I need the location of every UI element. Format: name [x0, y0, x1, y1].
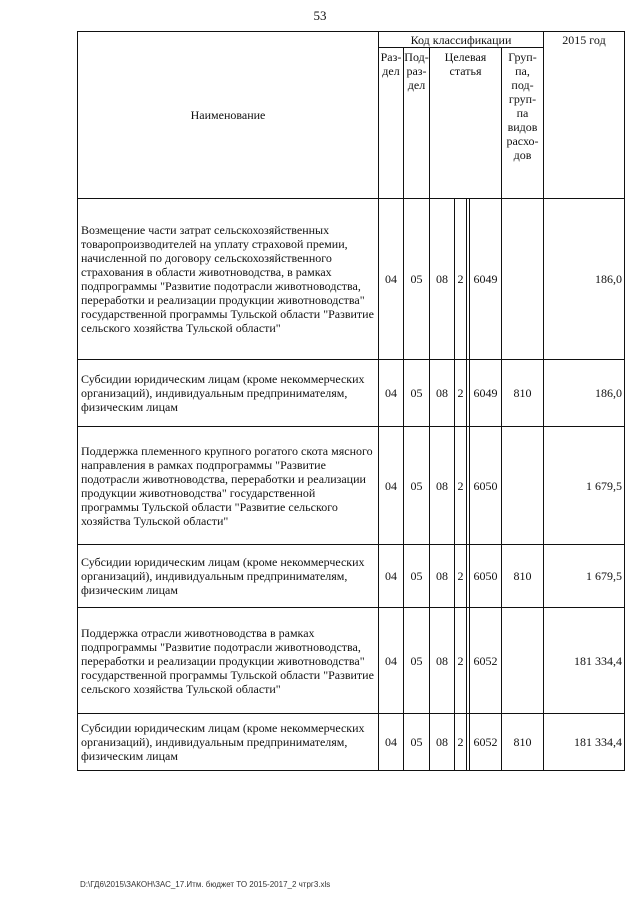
budget-table: [77, 31, 625, 771]
row-amount: 181 334,4: [544, 714, 625, 771]
row-razdel: 04: [379, 199, 404, 360]
row-amount: 1 679,5: [544, 427, 625, 545]
row-target-subprogram: 2: [455, 608, 467, 714]
row-group: 810: [502, 714, 544, 771]
row-target-subprogram: 2: [455, 427, 467, 545]
row-group: [502, 608, 544, 714]
row-podrazdel: 05: [404, 608, 430, 714]
row-group: [502, 199, 544, 360]
row-podrazdel: 05: [404, 545, 430, 608]
row-target-subprogram: 2: [455, 545, 467, 608]
row-name: Поддержка племенного крупного рогатого скота мясного направления в рамках подпрограммы "Развитие подотрасли животноводства, переработки и реализации продукции животноводства" государственной программы Тульской области "Развитие сельского хозяйства Тульской области": [78, 427, 379, 545]
row-amount: 1 679,5: [544, 545, 625, 608]
row-group: 810: [502, 545, 544, 608]
row-target-code: 6052: [470, 608, 502, 714]
row-podrazdel: 05: [404, 714, 430, 771]
row-podrazdel: 05: [404, 199, 430, 360]
footer-file-path: D:\ГД6\2015\ЗАКОН\ЗАС_17.Итм. бюджет ТО 2015-2017_2 чтрг3.xls: [80, 880, 331, 889]
row-target-program: 08: [430, 360, 455, 427]
header-group: Груп- па, под- груп- па видов расхо- дов: [502, 48, 544, 199]
row-amount: 181 334,4: [544, 608, 625, 714]
row-target-subprogram: 2: [455, 360, 467, 427]
table-row: [78, 427, 625, 545]
row-razdel: 04: [379, 360, 404, 427]
row-group: [502, 427, 544, 545]
row-name: Возмещение части затрат сельскохозяйственных товаропроизводителей на уплату страховой премии, начисленной по договору сельскохозяйственного страхования в области животноводства, в рамках подпрограммы "Развитие подотрасли животноводства, переработки и реализации продукции животноводства" государственной программы Тульской области "Развитие сельского хозяйства Тульской области": [78, 199, 379, 360]
row-target-program: 08: [430, 545, 455, 608]
table-row: [78, 545, 625, 608]
row-target-subprogram: 2: [455, 714, 467, 771]
table-row: [78, 714, 625, 771]
row-name: Субсидии юридическим лицам (кроме некоммерческих организаций), индивидуальным предпринимателям, физическим лицам: [78, 360, 379, 427]
row-target-code: 6050: [470, 427, 502, 545]
row-razdel: 04: [379, 427, 404, 545]
row-name: Поддержка отрасли животноводства в рамках подпрограммы "Развитие подотрасли животноводства, переработки и реализации продукции животноводства" государственной программы Тульской области "Развитие сельского хозяйства Тульской области": [78, 608, 379, 714]
row-target-subprogram: 2: [455, 199, 467, 360]
header-razdel: Раз- дел: [379, 48, 404, 199]
header-podrazdel: Под- раз- дел: [404, 48, 430, 199]
row-razdel: 04: [379, 714, 404, 771]
header-year: 2015 год: [544, 32, 625, 199]
row-podrazdel: 05: [404, 360, 430, 427]
row-razdel: 04: [379, 545, 404, 608]
row-target-code: 6050: [470, 545, 502, 608]
row-target-program: 08: [430, 608, 455, 714]
row-razdel: 04: [379, 608, 404, 714]
row-target-program: 08: [430, 427, 455, 545]
header-target: Целевая статья: [430, 48, 502, 199]
row-target-code: 6049: [470, 199, 502, 360]
row-amount: 186,0: [544, 199, 625, 360]
row-target-code: 6049: [470, 360, 502, 427]
row-podrazdel: 05: [404, 427, 430, 545]
row-amount: 186,0: [544, 360, 625, 427]
table-row: [78, 199, 625, 360]
header-name: Наименование: [78, 32, 379, 199]
row-target-program: 08: [430, 714, 455, 771]
row-name: Субсидии юридическим лицам (кроме некоммерческих организаций), индивидуальным предпринимателям, физическим лицам: [78, 714, 379, 771]
table-row: [78, 608, 625, 714]
row-name: Субсидии юридическим лицам (кроме некоммерческих организаций), индивидуальным предпринимателям, физическим лицам: [78, 545, 379, 608]
header-code-group: Код классификации: [379, 32, 544, 48]
row-group: 810: [502, 360, 544, 427]
row-target-code: 6052: [470, 714, 502, 771]
table-row: [78, 360, 625, 427]
row-target-program: 08: [430, 199, 455, 360]
page-number: 53: [313, 8, 327, 23]
